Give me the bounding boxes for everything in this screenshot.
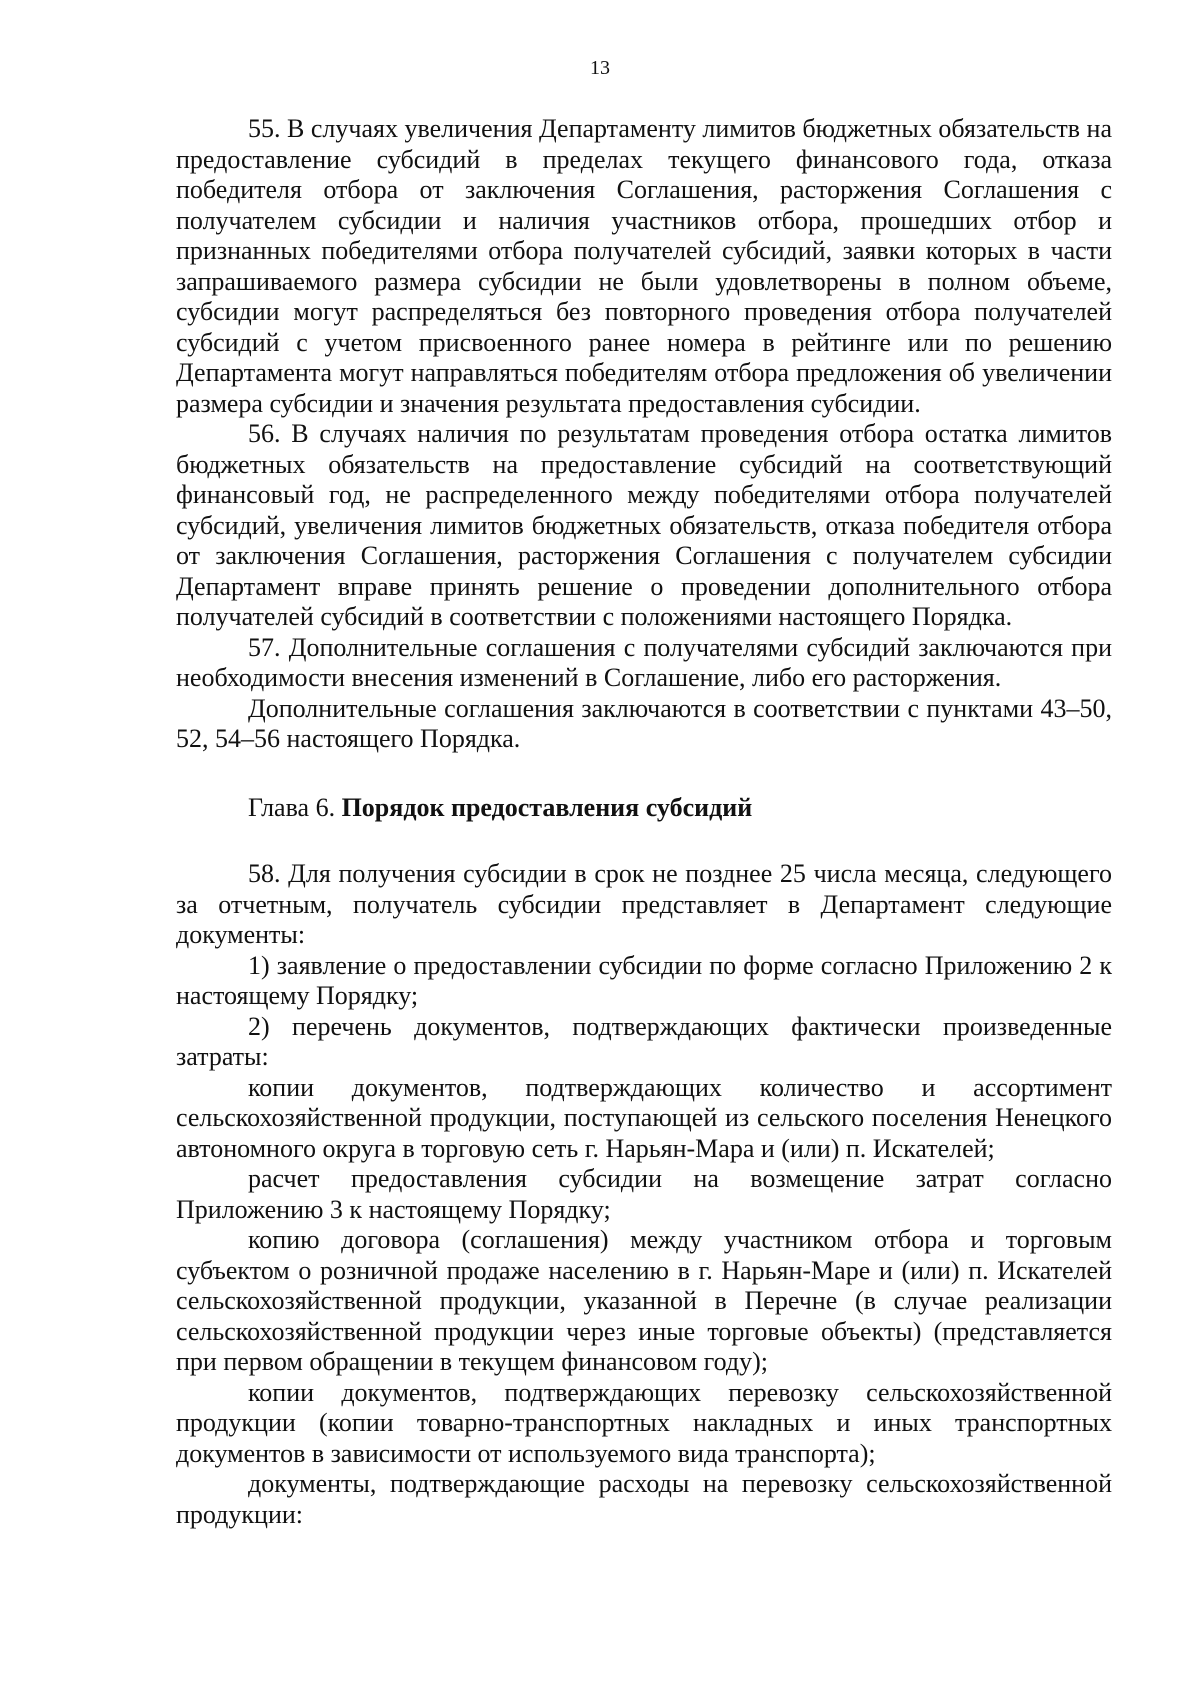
- sub-item-transport-expenses: документы, подтверждающие расходы на перевозку сельскохозяйственной продукции:: [176, 1469, 1112, 1529]
- page-number: 13: [590, 57, 610, 79]
- paragraph-56: 56. В случаях наличия по результатам проведения отбора остатка лимитов бюджетных обязательств на предоставление субсидий на соответствующий финансовый год, не распределенного между победителями отбора получателей субсидий, увеличения лимитов бюджетных обязательств, отказа победителя отбора от заключения Соглашения, расторжения Соглашения с получателем субсидии Департамент вправе принять решение о проведении дополнительного отбора получателей субсидий в соответствии с положениями настоящего Порядка.: [176, 419, 1112, 631]
- chapter-heading: [176, 793, 1112, 824]
- paragraph-57-continuation: Дополнительные соглашения заключаются в соответствии с пунктами 43–50, 52, 54–56 настоящего Порядка.: [176, 693, 1112, 753]
- sub-item-calculation: расчет предоставления субсидии на возмещение затрат согласно Приложению 3 к настоящему Порядку;: [176, 1164, 1112, 1224]
- chapter-prefix: Глава 6.: [248, 792, 336, 822]
- paragraph-58: 58. Для получения субсидии в срок не позднее 25 числа месяца, следующего за отчетным, получатель субсидии представляет в Департамент следующие документы:: [176, 859, 1112, 949]
- sub-item-documents-quantity: копии документов, подтверждающих количество и ассортимент сельскохозяйственной продукции, поступающей из сельского поселения Ненецкого автономного округа в торговую сеть г. Нарьян-Мара и (или) п. Искателей;: [176, 1072, 1112, 1163]
- chapter-title: Порядок предоставления субсидий: [341, 792, 753, 822]
- sub-item-transport-documents: копии документов, подтверждающих перевозку сельскохозяйственной продукции (копии товарно-транспортных накладных и иных транспортных документов в зависимости от используемого вида транспорта);: [176, 1377, 1112, 1468]
- list-item-2: 2) перечень документов, подтверждающих фактически произведенные затраты:: [176, 1011, 1112, 1071]
- paragraph-57: 57. Дополнительные соглашения с получателями субсидий заключаются при необходимости внесения изменений в Соглашение, либо его расторжения.: [176, 632, 1112, 692]
- list-item-1: 1) заявление о предоставлении субсидии по форме согласно Приложению 2 к настоящему Порядку;: [176, 950, 1112, 1010]
- sub-item-contract-copy: копию договора (соглашения) между участником отбора и торговым субъектом о розничной продаже населению в г. Нарьян-Маре и (или) п. Искателей сельскохозяйственной продукции, указанной в Перечне (в случае реализации сельскохозяйственной продукции через иные торговые объекты) (представляется при первом обращении в текущем финансовом году);: [176, 1225, 1112, 1376]
- paragraph-55: 55. В случаях увеличения Департаменту лимитов бюджетных обязательств на предоставление субсидий в пределах текущего финансового года, отказа победителя отбора от заключения Соглашения, расторжения Соглашения с получателем субсидии и наличия участников отбора, прошедших отбор и признанных победителями отбора получателей субсидий, заявки которых в части запрашиваемого размера субсидии не были удовлетворены в полном объеме, субсидии могут распределяться без повторного проведения отбора получателей субсидий с учетом присвоенного ранее номера в рейтинге или по решению Департамента могут направляться победителям отбора предложения об увеличении размера субсидии и значения результата предоставления субсидии.: [176, 114, 1112, 418]
- document-body: [176, 114, 1112, 1530]
